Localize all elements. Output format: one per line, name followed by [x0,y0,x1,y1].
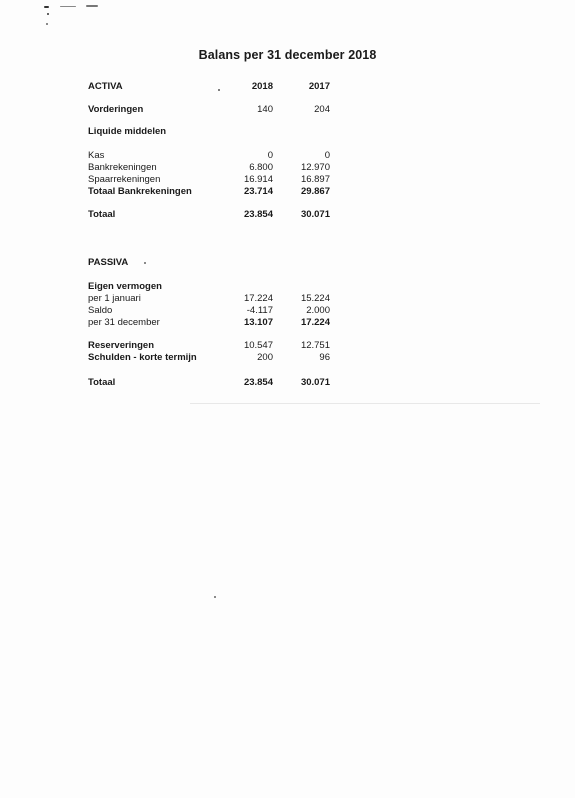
bankrekeningen-label: Bankrekeningen [88,162,157,173]
bankrekeningen-2017: 12.970 [300,162,330,173]
reserveringen-2017: 12.751 [300,340,330,351]
schulden-2017: 96 [319,352,330,363]
vorderingen-2017: 204 [314,104,330,115]
totaal-bankrekeningen-row [0,186,575,198]
per-1-januari-2018: 17.224 [243,293,273,304]
scan-mark [47,13,49,15]
reserveringen-2018: 10.547 [243,340,273,351]
activa-heading: ACTIVA [88,81,123,92]
column-header-2017: 2017 [308,81,330,92]
spaarrekeningen-2017: 16.897 [300,174,330,185]
schulden-2018: 200 [257,352,273,363]
saldo-row [0,305,575,317]
kas-label: Kas [88,150,105,161]
passiva-totaal-label: Totaal [88,377,116,388]
kas-2018: 0 [267,150,273,161]
saldo-2018: -4.117 [246,305,273,316]
activa-totaal-label: Totaal [88,209,116,220]
scan-mark [86,5,98,7]
vorderingen-2018: 140 [257,104,273,115]
activa-totaal-2018: 23.854 [243,209,273,220]
activa-header-row [0,80,575,94]
scan-mark [214,596,216,598]
activa-totaal-2017: 30.071 [300,209,330,220]
scan-line [190,403,540,404]
per-31-december-label: per 31 december [88,317,160,328]
passiva-totaal-row [0,376,575,390]
reserveringen-label: Reserveringen [88,340,155,351]
liquide-middelen-heading: Liquide middelen [88,126,167,137]
scan-mark [60,6,76,7]
vorderingen-label: Vorderingen [88,104,144,115]
liquide-middelen-heading-row [0,125,575,139]
per-31-december-2017: 17.224 [300,317,330,328]
schulden-label: Schulden - korte termijn [88,352,197,363]
eigen-vermogen-heading-row [0,280,575,294]
vorderingen-row [0,103,575,117]
bankrekeningen-row [0,162,575,174]
passiva-header-row [0,256,575,270]
schulden-row [0,352,575,364]
per-31-december-row [0,317,575,329]
passiva-totaal-2018: 23.854 [243,377,273,388]
page-title: Balans per 31 december 2018 [198,48,377,62]
kas-row [0,150,575,162]
spaarrekeningen-label: Spaarrekeningen [88,174,161,185]
totaal-bankrekeningen-2017: 29.867 [300,186,330,197]
activa-totaal-row [0,208,575,222]
per-1-januari-label: per 1 januari [88,293,141,304]
column-header-2018: 2018 [251,81,273,92]
per-1-januari-2017: 15.224 [300,293,330,304]
spaarrekeningen-2018: 16.914 [243,174,273,185]
bankrekeningen-2018: 6.800 [249,162,273,173]
reserveringen-row [0,340,575,352]
totaal-bankrekeningen-label: Totaal Bankrekeningen [88,186,192,197]
eigen-vermogen-heading: Eigen vermogen [88,281,162,292]
saldo-label: Saldo [88,305,113,316]
scan-mark [46,23,48,25]
saldo-2017: 2.000 [306,305,330,316]
scan-mark [44,6,49,8]
kas-2017: 0 [324,150,330,161]
per-1-januari-row [0,293,575,305]
totaal-bankrekeningen-2018: 23.714 [243,186,273,197]
per-31-december-2018: 13.107 [243,317,273,328]
passiva-heading: PASSIVA [88,257,129,268]
passiva-totaal-2017: 30.071 [300,377,330,388]
spaarrekeningen-row [0,174,575,186]
